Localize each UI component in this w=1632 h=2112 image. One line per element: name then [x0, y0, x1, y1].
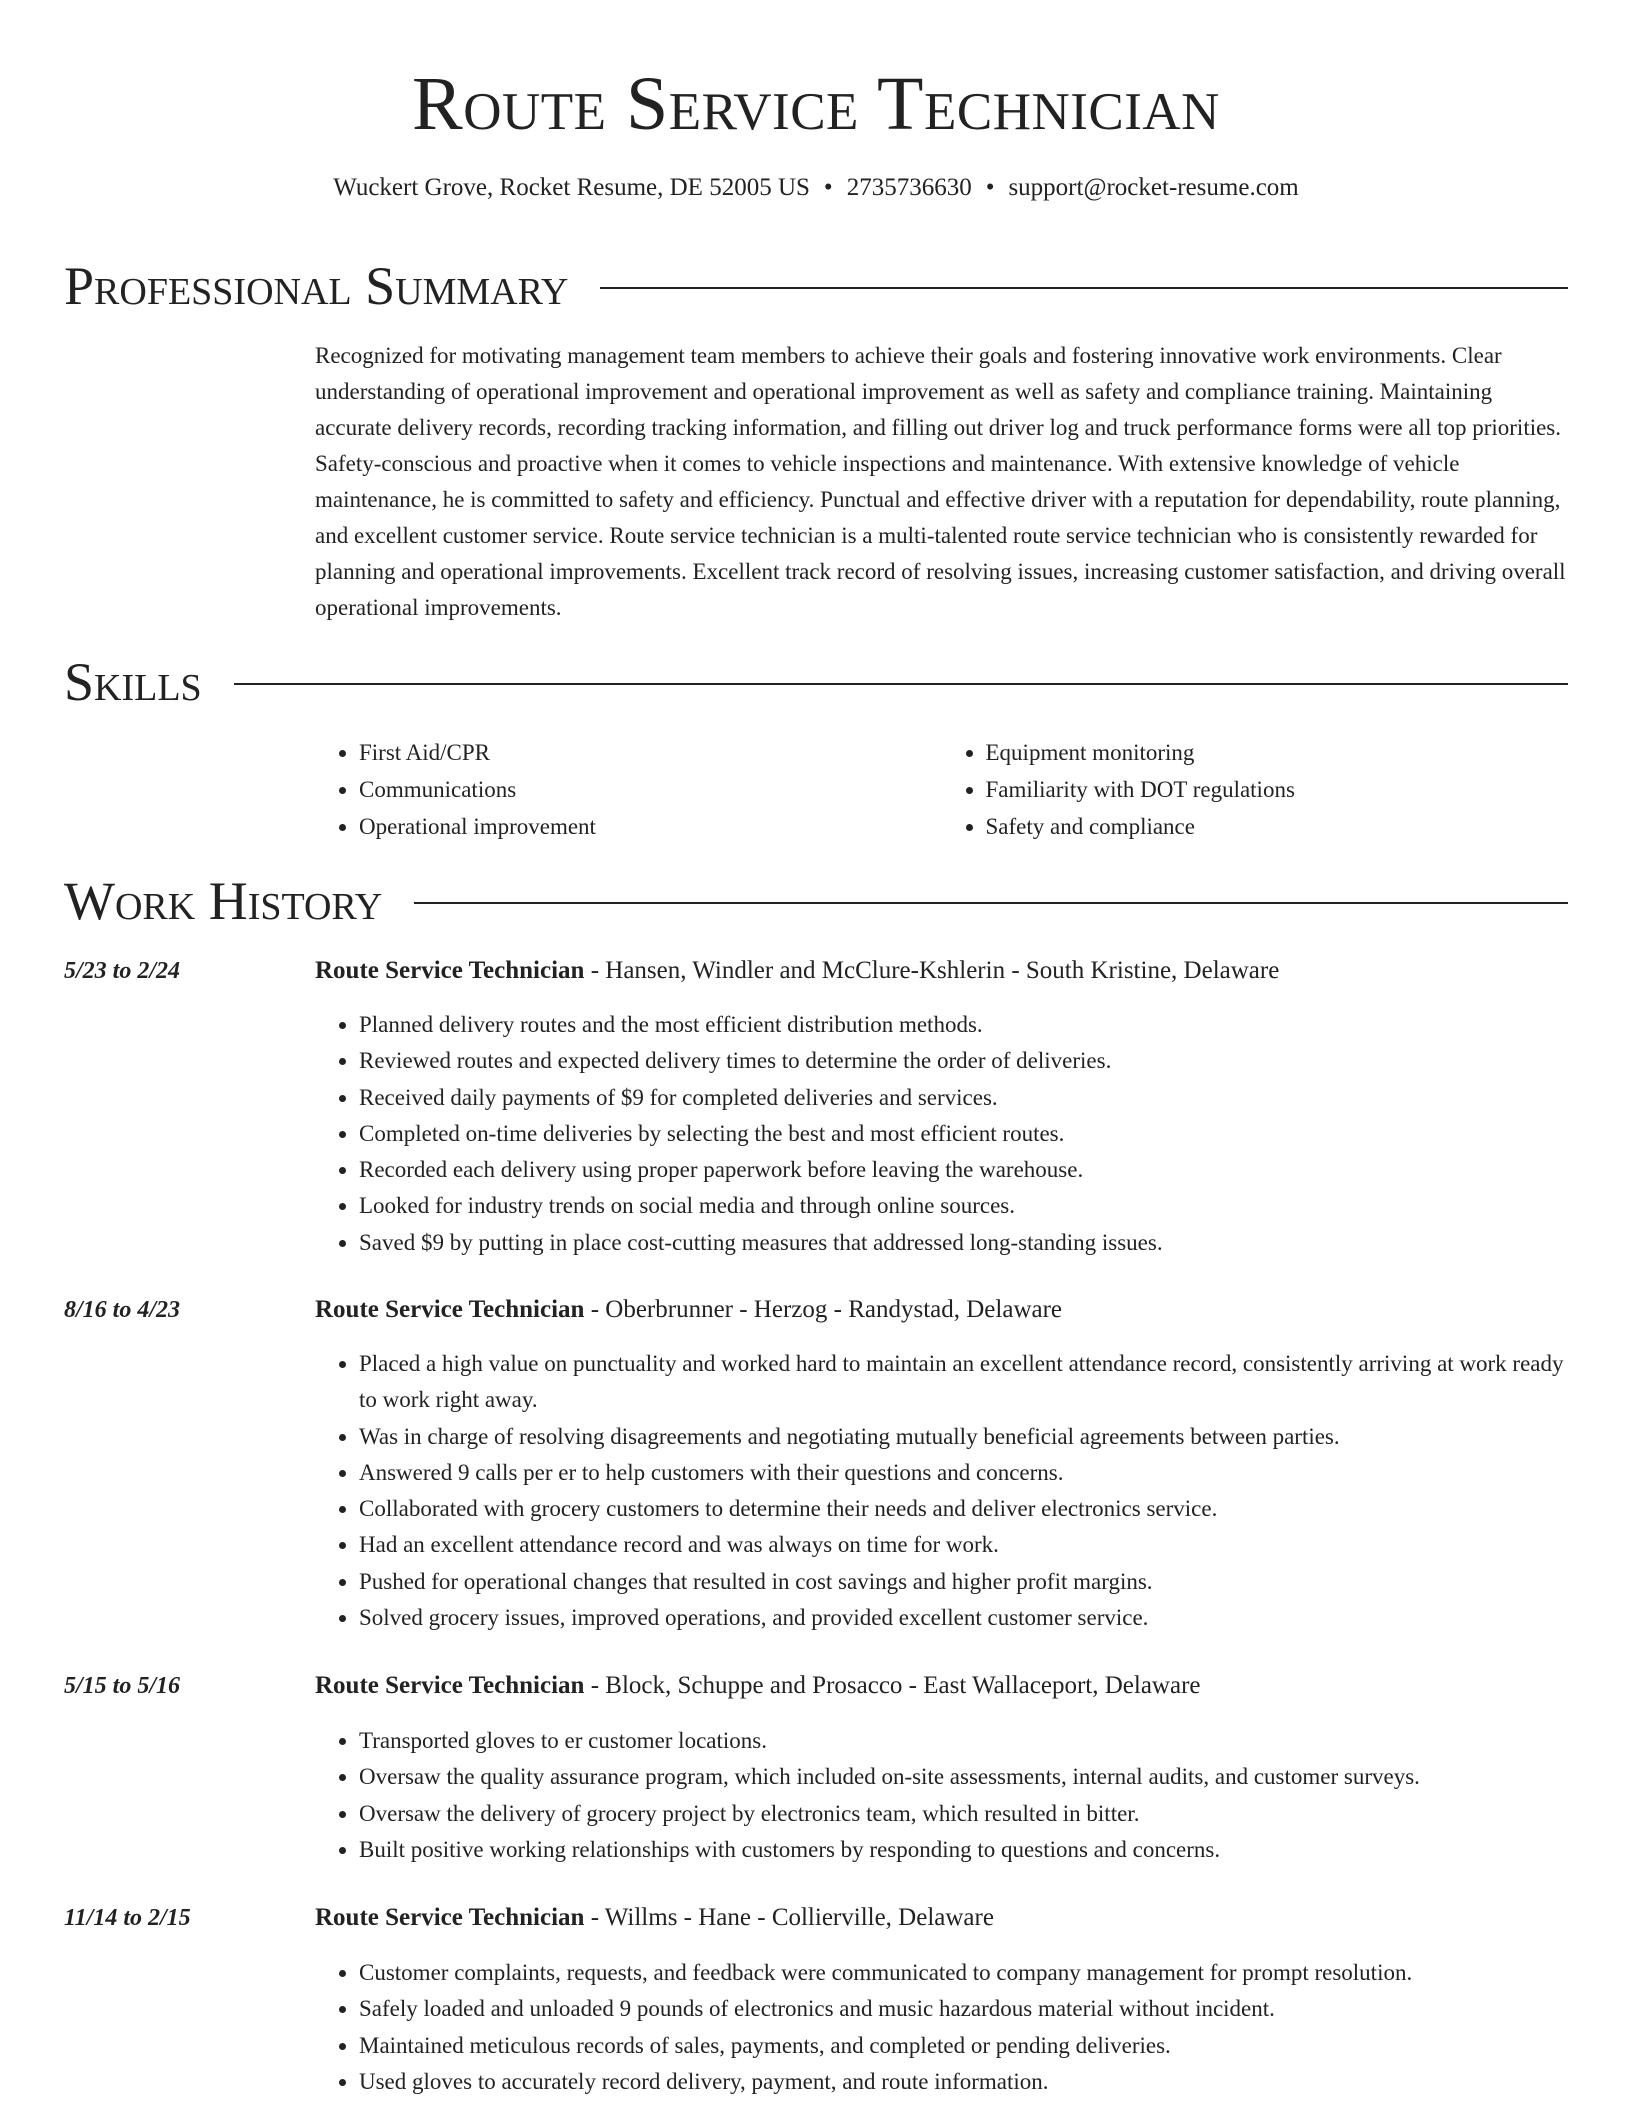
job-bullet: • Solved grocery issues, improved operations, and provided excellent customer service.: [359, 1600, 1568, 1636]
skills-grid: [315, 734, 1568, 845]
summary-heading: Professional Summary: [64, 256, 569, 316]
work-history-heading: Work History: [64, 871, 383, 931]
job-heading: [315, 1293, 1062, 1327]
job-bullet: • Oversaw the quality assurance program, which included on-site assessments, internal audits, and customer surveys.: [359, 1759, 1568, 1795]
job-bullet: • Answered 9 calls per er to help customers with their questions and concerns.: [359, 1455, 1568, 1491]
job-dates: 8/16 to 4/23: [64, 1297, 181, 1323]
job-heading: [315, 1669, 1201, 1703]
section-divider: [234, 683, 1568, 685]
skills-list-left: [315, 734, 942, 845]
job-details: - Willms - Hane - Collierville, Delaware: [584, 1904, 994, 1931]
job-bullet: • Looked for industry trends on social media and through online sources.: [359, 1188, 1568, 1224]
skills-heading: Skills: [64, 652, 202, 712]
job-bullet: • Oversaw the delivery of grocery project by electronics team, which resulted in bitter.: [359, 1796, 1568, 1832]
skill-item: • Operational improvement: [359, 808, 942, 845]
contact-email: support@rocket-resume.com: [1008, 174, 1299, 201]
job-bullet: • Completed on-time deliveries by selecting the best and most efficient routes.: [359, 1116, 1568, 1152]
job-title: Route Service Technician: [315, 957, 585, 984]
contact-separator: •: [823, 174, 833, 201]
job-bullets: [315, 1346, 1568, 1636]
job-dates: 5/23 to 2/24: [64, 958, 181, 984]
job-title: Route Service Technician: [315, 1904, 585, 1931]
job-heading: [315, 954, 1279, 988]
job-bullet: • Recorded each delivery using proper paperwork before leaving the warehouse.: [359, 1152, 1568, 1188]
work-history-section-header: [64, 871, 1568, 931]
job-bullets: [315, 1955, 1568, 2100]
job-details: - Oberbrunner - Herzog - Randystad, Delaware: [584, 1296, 1063, 1323]
job-dates: 5/15 to 5/16: [64, 1673, 181, 1699]
job-bullet: • Safely loaded and unloaded 9 pounds of electronics and music hazardous material without incident.: [359, 1991, 1568, 2027]
job-heading: [315, 1901, 994, 1935]
job-bullet: • Saved $9 by putting in place cost-cutting measures that addressed long-standing issues.: [359, 1225, 1568, 1261]
job-bullets: [315, 1007, 1568, 1261]
job-details: - Hansen, Windler and McClure-Kshlerin - South Kristine, Delaware: [584, 957, 1280, 984]
contact-address: Wuckert Grove, Rocket Resume, DE 52005 US: [333, 174, 810, 201]
job-bullet: • Customer complaints, requests, and feedback were communicated to company management for prompt resolution.: [359, 1955, 1568, 1991]
job-bullet: • Maintained meticulous records of sales, payments, and completed or pending deliveries.: [359, 2028, 1568, 2064]
section-divider: [414, 902, 1568, 904]
job-bullet: • Reviewed routes and expected delivery times to determine the order of deliveries.: [359, 1043, 1568, 1079]
contact-line: [0, 171, 1632, 205]
skills-section-header: [64, 652, 1568, 712]
contact-phone: 2735736630: [846, 174, 972, 201]
skill-item: • Safety and compliance: [986, 808, 1569, 845]
job-bullet: • Pushed for operational changes that resulted in cost savings and higher profit margins.: [359, 1564, 1568, 1600]
job-details: - Block, Schuppe and Prosacco - East Wallaceport, Delaware: [584, 1672, 1201, 1699]
job-bullet: • Built positive working relationships with customers by responding to questions and concerns.: [359, 1832, 1568, 1868]
job-bullet: • Used gloves to accurately record delivery, payment, and route information.: [359, 2064, 1568, 2100]
skill-item: • Equipment monitoring: [986, 734, 1569, 771]
job-title: Route Service Technician: [315, 1672, 585, 1699]
resume-name: Route Service Technician: [412, 62, 1220, 146]
section-divider: [600, 287, 1568, 289]
job-bullet: • Placed a high value on punctuality and worked hard to maintain an excellent attendance record, consistently arriving at work ready to work right away.: [359, 1346, 1568, 1419]
job-bullet: • Collaborated with grocery customers to determine their needs and deliver electronics service.: [359, 1491, 1568, 1527]
job-bullet: • Received daily payments of $9 for completed deliveries and services.: [359, 1080, 1568, 1116]
job-bullets: [315, 1723, 1568, 1868]
job-dates: 11/14 to 2/15: [64, 1905, 191, 1931]
summary-text: Recognized for motivating management team members to achieve their goals and fostering innovative work environments. Clear understanding of operational improvement and operational improvement as well as safety and compliance training. Maintaining accurate delivery records, recording tracking information, and filling out driver log and truck performance forms were all top priorities. Safety-conscious and proactive when it comes to vehicle inspections and maintenance. With extensive knowledge of vehicle maintenance, he is committed to safety and efficiency. Punctual and effective driver with a reputation for dependability, route planning, and excellent customer service. Route service technician is a multi-talented route service technician who is consistently rewarded for planning and operational improvements. Excellent track record of resolving issues, increasing customer satisfaction, and driving overall operational improvements.: [315, 343, 1566, 620]
contact-separator: •: [985, 174, 995, 201]
job-bullet: • Was in charge of resolving disagreements and negotiating mutually beneficial agreements between parties.: [359, 1419, 1568, 1455]
skill-item: • First Aid/CPR: [359, 734, 942, 771]
skill-item: • Familiarity with DOT regulations: [986, 771, 1569, 808]
skills-list-right: [942, 734, 1569, 845]
skill-item: • Communications: [359, 771, 942, 808]
job-title: Route Service Technician: [315, 1296, 585, 1323]
summary-section-header: [64, 256, 1568, 316]
job-bullet: • Planned delivery routes and the most efficient distribution methods.: [359, 1007, 1568, 1043]
job-bullet: • Transported gloves to er customer locations.: [359, 1723, 1568, 1759]
job-bullet: • Had an excellent attendance record and was always on time for work.: [359, 1527, 1568, 1563]
